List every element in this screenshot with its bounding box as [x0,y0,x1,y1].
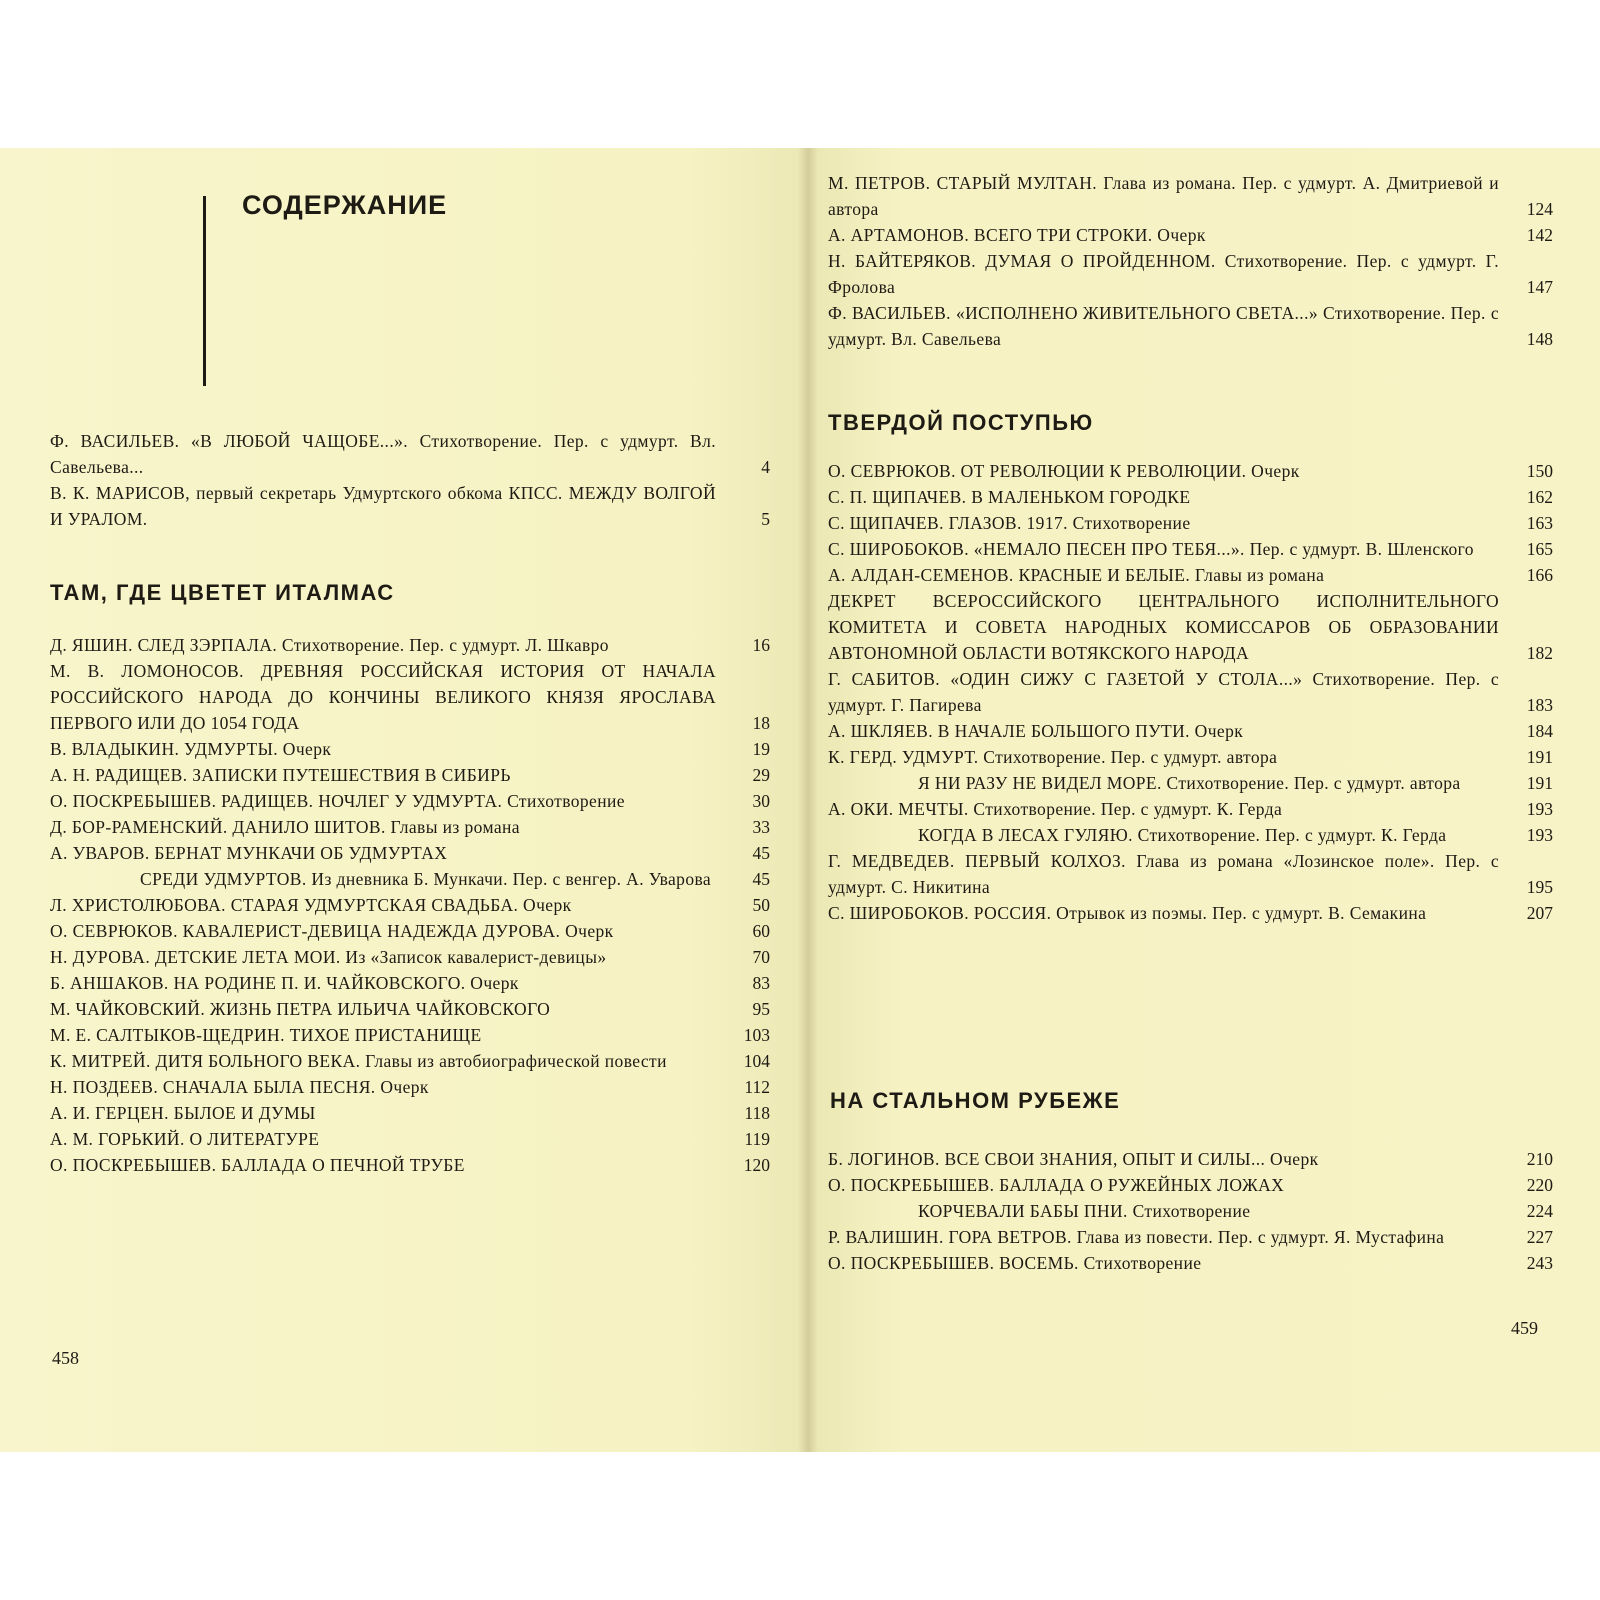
toc-entry-title: В. К. МАРИСОВ, первый секретарь Удмуртского обкома КПСС. МЕЖДУ ВОЛГОЙ И УРАЛОМ. [50,483,716,529]
toc-entry-title: К. МИТРЕЙ. ДИТЯ БОЛЬНОГО ВЕКА. Главы из автобиографической повести [50,1051,667,1071]
toc-entry-page: 207 [1526,903,1553,923]
toc-entry-title: СРЕДИ УДМУРТОВ. Из дневника Б. Мункачи. Пер. с венгер. А. Уварова [140,869,712,889]
toc-entry [828,562,1553,588]
toc-entry-page: 118 [744,1103,770,1123]
toc-entry-page: 166 [1526,565,1553,585]
right-page [808,148,1600,1452]
toc-entry [50,866,770,892]
toc-entry-page: 193 [1526,825,1553,845]
toc-entry [50,814,770,840]
toc-entry-title: Г. МЕДВЕДЕВ. ПЕРВЫЙ КОЛХОЗ. Глава из романа «Лозинское поле». Пер. с удмурт. С. Никитина [828,851,1499,897]
toc-entry [828,770,1553,796]
toc-entry-page: 191 [1526,747,1553,767]
toc-entry [50,632,770,658]
toc-entry-page: 50 [752,895,770,915]
toc-entry [50,480,770,532]
toc-entry [828,744,1553,770]
toc-entry-page: 18 [752,713,770,733]
toc-entry-page: 45 [752,843,770,863]
toc-entry-page: 120 [743,1155,770,1175]
toc-entry-title: Н. ПОЗДЕЕВ. СНАЧАЛА БЫЛА ПЕСНЯ. Очерк [50,1077,429,1097]
toc-entry [828,1198,1553,1224]
toc-entry-title: Н. БАЙТЕРЯКОВ. ДУМАЯ О ПРОЙДЕННОМ. Стихотворение. Пер. с удмурт. Г. Фролова [828,251,1499,297]
toc-entry-title: Ф. ВАСИЛЬЕВ. «ИСПОЛНЕНО ЖИВИТЕЛЬНОГО СВЕТА...» Стихотворение. Пер. с удмурт. Вл. Савельева [828,303,1499,349]
toc-entry [828,900,1553,926]
toc-entry [50,840,770,866]
toc-entry-title: С. ШИРОБОКОВ. «НЕМАЛО ПЕСЕН ПРО ТЕБЯ...». Пер. с удмурт. В. Шленского [828,539,1474,559]
toc-entry-page: 124 [1526,199,1553,219]
toc-entry-page: 119 [744,1129,770,1149]
toc-entry [50,970,770,996]
toc-entry-page: 45 [752,869,770,889]
page-number-left: 458 [52,1348,79,1368]
toc-section-tverdoi [828,458,1553,926]
toc-entry-title: М. Е. САЛТЫКОВ-ЩЕДРИН. ТИХОЕ ПРИСТАНИЩЕ [50,1025,482,1045]
toc-entry [828,484,1553,510]
book-gutter [798,148,818,1452]
toc-entry-title: А. АРТАМОНОВ. ВСЕГО ТРИ СТРОКИ. Очерк [828,225,1206,245]
toc-entry [828,718,1553,744]
section-title-stalnoi: НА СТАЛЬНОМ РУБЕЖЕ [830,1088,1121,1113]
toc-entry-page: 33 [752,817,770,837]
toc-entry-title: Б. ЛОГИНОВ. ВСЕ СВОИ ЗНАНИЯ, ОПЫТ И СИЛЫ... Очерк [828,1149,1319,1169]
toc-entry-title: Д. БОР-РАМЕНСКИЙ. ДАНИЛО ШИТОВ. Главы из романа [50,817,520,837]
toc-entry-title: В. ВЛАДЫКИН. УДМУРТЫ. Очерк [50,739,332,759]
toc-entry-title: О. СЕВРЮКОВ. КАВАЛЕРИСТ-ДЕВИЦА НАДЕЖДА ДУРОВА. Очерк [50,921,614,941]
left-page [0,148,808,1452]
toc-entry-page: 162 [1526,487,1553,507]
toc-continued [828,170,1553,352]
toc-entry-page: 163 [1526,513,1553,533]
toc-entry-page: 5 [761,509,770,529]
section-title-italmas: ТАМ, ГДЕ ЦВЕТЕТ ИТАЛМАС [50,580,395,605]
toc-entry [50,1048,770,1074]
toc-entry-title: О. ПОСКРЕБЫШЕВ. РАДИЩЕВ. НОЧЛЕГ У УДМУРТА. Стихотворение [50,791,625,811]
toc-entry-title: Я НИ РАЗУ НЕ ВИДЕЛ МОРЕ. Стихотворение. Пер. с удмурт. автора [918,773,1461,793]
toc-entry [50,1022,770,1048]
toc-entry-page: 29 [752,765,770,785]
toc-entry-title: О. СЕВРЮКОВ. ОТ РЕВОЛЮЦИИ К РЕВОЛЮЦИИ. Очерк [828,461,1300,481]
toc-entry-page: 70 [752,947,770,967]
toc-entry-title: А. УВАРОВ. БЕРНАТ МУНКАЧИ ОБ УДМУРТАХ [50,843,448,863]
toc-entry-title: О. ПОСКРЕБЫШЕВ. ВОСЕМЬ. Стихотворение [828,1253,1202,1273]
toc-entry-page: 224 [1526,1201,1553,1221]
section-title-tverdoi: ТВЕРДОЙ ПОСТУПЬЮ [828,410,1094,435]
toc-section-stalnoi [828,1146,1553,1276]
toc-entry-title: С. ШИРОБОКОВ. РОССИЯ. Отрывок из поэмы. Пер. с удмурт. В. Семакина [828,903,1427,923]
toc-entry [828,1250,1553,1276]
toc-entry-title: М. В. ЛОМОНОСОВ. ДРЕВНЯЯ РОССИЙСКАЯ ИСТОРИЯ ОТ НАЧАЛА РОССИЙСКОГО НАРОДА ДО КОНЧИНЫ ВЕЛИКОГО КНЯЗЯ ЯРОСЛАВА ПЕРВОГО ИЛИ ДО 1054 ГОДА [50,661,716,733]
toc-entry-page: 142 [1526,225,1553,245]
toc-intro [50,428,770,532]
toc-entry-page: 191 [1526,773,1553,793]
toc-entry-title: Л. ХРИСТОЛЮБОВА. СТАРАЯ УДМУРТСКАЯ СВАДЬБА. Очерк [50,895,572,915]
toc-entry [828,1224,1553,1250]
title-rule [203,196,206,386]
toc-entry-page: 4 [761,457,770,477]
toc-entry-title: Ф. ВАСИЛЬЕВ. «В ЛЮБОЙ ЧАЩОБЕ...». Стихотворение. Пер. с удмурт. Вл. Савельева... [50,431,716,477]
toc-entry-title: О. ПОСКРЕБЫШЕВ. БАЛЛАДА О ПЕЧНОЙ ТРУБЕ [50,1155,465,1175]
toc-entry-title: Д. ЯШИН. СЛЕД ЗЭРПАЛА. Стихотворение. Пер. с удмурт. Л. Шкавро [50,635,609,655]
toc-entry [50,428,770,480]
toc-entry-title: К. ГЕРД. УДМУРТ. Стихотворение. Пер. с удмурт. автора [828,747,1278,767]
toc-entry-title: А. М. ГОРЬКИЙ. О ЛИТЕРАТУРЕ [50,1129,320,1149]
toc-entry [828,300,1553,352]
toc-entry-title: КОРЧЕВАЛИ БАБЫ ПНИ. Стихотворение [918,1201,1251,1221]
toc-entry-page: 83 [752,973,770,993]
toc-entry-title: Р. ВАЛИШИН. ГОРА ВЕТРОВ. Глава из повести. Пер. с удмурт. Я. Мустафина [828,1227,1445,1247]
toc-entry [50,1100,770,1126]
toc-entry [828,822,1553,848]
toc-entry [50,658,770,736]
toc-entry [828,796,1553,822]
toc-entry [828,222,1553,248]
toc-entry [828,536,1553,562]
toc-entry-title: Б. АНШАКОВ. НА РОДИНЕ П. И. ЧАЙКОВСКОГО. Очерк [50,973,519,993]
toc-entry [50,996,770,1022]
toc-entry [828,848,1553,900]
page-title: СОДЕРЖАНИЕ [242,190,448,220]
toc-entry-page: 16 [752,635,770,655]
toc-entry [50,1126,770,1152]
toc-entry-page: 165 [1526,539,1553,559]
toc-entry-page: 183 [1526,695,1553,715]
toc-entry [828,1172,1553,1198]
toc-entry [828,666,1553,718]
toc-entry [828,170,1553,222]
toc-entry-page: 210 [1526,1149,1553,1169]
toc-entry-page: 95 [752,999,770,1019]
toc-entry-page: 30 [752,791,770,811]
toc-entry-page: 227 [1526,1227,1553,1247]
toc-entry [828,588,1553,666]
page-number-right: 459 [1511,1318,1538,1338]
toc-entry [50,1074,770,1100]
toc-entry-title: С. П. ЩИПАЧЕВ. В МАЛЕНЬКОМ ГОРОДКЕ [828,487,1191,507]
toc-entry-title: А. Н. РАДИЩЕВ. ЗАПИСКИ ПУТЕШЕСТВИЯ В СИБИРЬ [50,765,511,785]
toc-entry-title: Н. ДУРОВА. ДЕТСКИЕ ЛЕТА МОИ. Из «Записок кавалерист-девицы» [50,947,607,967]
toc-entry-page: 19 [752,739,770,759]
toc-entry-page: 103 [743,1025,770,1045]
toc-entry-title: Г. САБИТОВ. «ОДИН СИЖУ С ГАЗЕТОЙ У СТОЛА...» Стихотворение. Пер. с удмурт. Г. Пагирева [828,669,1499,715]
toc-entry-page: 220 [1526,1175,1553,1195]
toc-entry-title: О. ПОСКРЕБЫШЕВ. БАЛЛАДА О РУЖЕЙНЫХ ЛОЖАХ [828,1175,1285,1195]
toc-entry [50,918,770,944]
toc-entry-title: М. ПЕТРОВ. СТАРЫЙ МУЛТАН. Глава из романа. Пер. с удмурт. А. Дмитриевой и автора [828,173,1499,219]
toc-entry-page: 195 [1526,877,1553,897]
toc-entry-page: 243 [1526,1253,1553,1273]
toc-entry [50,944,770,970]
toc-entry-page: 147 [1526,277,1553,297]
toc-entry-title: ДЕКРЕТ ВСЕРОССИЙСКОГО ЦЕНТРАЛЬНОГО ИСПОЛНИТЕЛЬНОГО КОМИТЕТА И СОВЕТА НАРОДНЫХ КОМИССАРОВ ОБ ОБРАЗОВАНИИ АВТОНОМНОЙ ОБЛАСТИ ВОТЯКСКОГО НАРОДА [828,591,1499,663]
toc-entry-title: А. АЛДАН-СЕМЕНОВ. КРАСНЫЕ И БЕЛЫЕ. Главы из романа [828,565,1325,585]
toc-entry [50,736,770,762]
toc-entry-title: А. ОКИ. МЕЧТЫ. Стихотворение. Пер. с удмурт. К. Герда [828,799,1283,819]
toc-entry-title: М. ЧАЙКОВСКИЙ. ЖИЗНЬ ПЕТРА ИЛЬИЧА ЧАЙКОВСКОГО [50,999,551,1019]
toc-entry-page: 182 [1526,643,1553,663]
toc-entry [828,458,1553,484]
toc-entry-title: С. ЩИПАЧЕВ. ГЛАЗОВ. 1917. Стихотворение [828,513,1191,533]
toc-entry-title: А. И. ГЕРЦЕН. БЫЛОЕ И ДУМЫ [50,1103,316,1123]
toc-entry [828,248,1553,300]
toc-entry-page: 184 [1526,721,1553,741]
toc-section-italmas [50,632,770,1178]
toc-entry-page: 60 [752,921,770,941]
toc-entry [50,1152,770,1178]
toc-entry-page: 148 [1526,329,1553,349]
toc-entry-page: 112 [744,1077,770,1097]
toc-entry-title: А. ШКЛЯЕВ. В НАЧАЛЕ БОЛЬШОГО ПУТИ. Очерк [828,721,1244,741]
toc-entry [50,762,770,788]
toc-entry [828,510,1553,536]
toc-entry [828,1146,1553,1172]
toc-entry-page: 104 [743,1051,770,1071]
toc-entry [50,892,770,918]
toc-entry-page: 193 [1526,799,1553,819]
toc-entry [50,788,770,814]
toc-entry-page: 150 [1526,461,1553,481]
toc-entry-title: КОГДА В ЛЕСАХ ГУЛЯЮ. Стихотворение. Пер. с удмурт. К. Герда [918,825,1447,845]
